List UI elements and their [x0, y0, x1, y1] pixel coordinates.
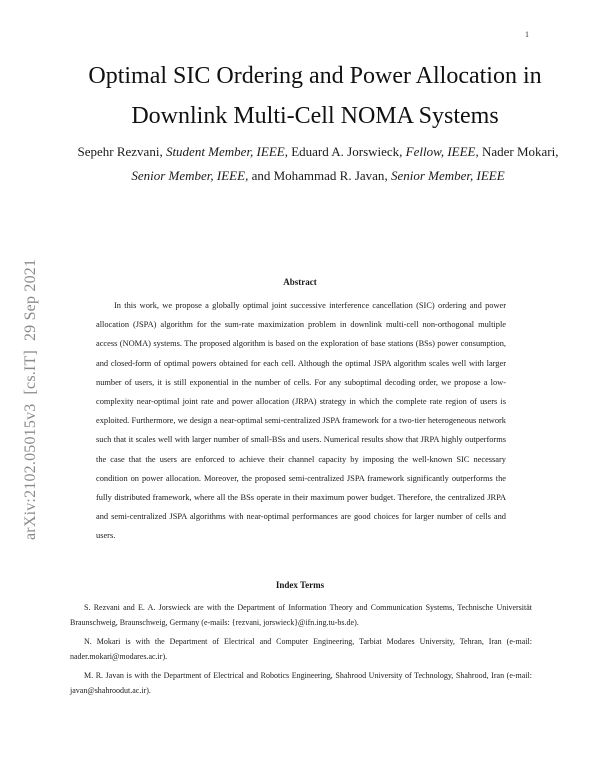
arxiv-stamp	[22, 250, 40, 540]
author-role: Fellow, IEEE	[405, 144, 476, 159]
abstract-text: In this work, we propose a globally optimal joint successive interference cancellation (SIC) ordering and power allocation (JSPA) algorithm for the sum-rate maximization problem in downlink multi-cell non-orthogonal multiple access (NOMA) systems. The proposed algorithm is based on the exploration of base stations (BSs) power consumption, and closed-form of optimal powers obtained for each cell. Although the optimal JSPA algorithm scales well with larger number of users, it is still exponential in the number of cells. For any suboptimal decoding order, we propose a low-complexity near-optimal joint rate and power allocation (JRPA) strategy in which the complete rate region of users is exploited. Furthermore, we design a near-optimal semi-centralized JSPA framework for a two-tier heterogeneous network such that it scales well with larger number of small-BSs and users. Numerical results show that JRPA highly outperforms the case that the users are enforced to achieve their channel capacity by imposing the well-known SIC necessary condition on power allocation. Moreover, the proposed semi-centralized JSPA framework significantly outperforms the fully distributed framework, where all the BSs operate in their maximum power budget. Therefore, the centralized JRPA and semi-centralized JSPA algorithms with near-optimal performances are good choices for larger number of cells and users.	[96, 301, 506, 541]
affiliation-footnotes	[70, 600, 532, 702]
author-name: Mohammad R. Javan	[273, 168, 385, 183]
author-name: Sepehr Rezvani	[77, 144, 160, 159]
author-name: Nader Mokari	[481, 144, 556, 159]
author-role: Senior Member, IEEE	[131, 168, 246, 183]
footnote: S. Rezvani and E. A. Jorswieck are with the Department of Information Theory and Communication Systems, Technische Universität Braunschweig, Braunschweig, Germany (e-mails: {rezvani, jorswieck}@ifn.ing.tu-bs.de).	[70, 603, 532, 627]
author-list: Sepehr Rezvani, Student Member, IEEE, Eduard A. Jorswieck, Fellow, IEEE, Nader Mokari, Senior Member, IEEE, and Mohammad R. Javan, Senior Member, IEEE	[77, 144, 559, 183]
abstract-heading: Abstract	[283, 277, 317, 287]
page-number: 1	[525, 30, 529, 39]
arxiv-id: arXiv:2102.05015v3	[22, 403, 39, 540]
index-terms-heading: Index Terms	[275, 580, 325, 590]
title-line-2: Downlink Multi-Cell NOMA Systems	[131, 103, 499, 129]
author-name: Eduard A. Jorswieck	[291, 144, 400, 159]
footnote: N. Mokari is with the Department of Electrical and Computer Engineering, Tarbiat Modares University, Tehran, Iran (e-mail: nader.mokari@modares.ac.ir).	[70, 637, 532, 661]
footnote: M. R. Javan is with the Department of Electrical and Robotics Engineering, Shahrood University of Technology, Shahrood, Iran (e-mail: javan@shahroodut.ac.ir).	[70, 671, 532, 695]
arxiv-category: [cs.IT]	[22, 350, 39, 395]
author-role: Senior Member, IEEE	[390, 168, 505, 183]
title-line-1: Optimal SIC Ordering and Power Allocation in	[88, 63, 542, 89]
paper-title	[50, 56, 580, 136]
author-role: Student Member, IEEE	[165, 144, 285, 159]
arxiv-date: 29 Sep 2021	[22, 258, 39, 342]
